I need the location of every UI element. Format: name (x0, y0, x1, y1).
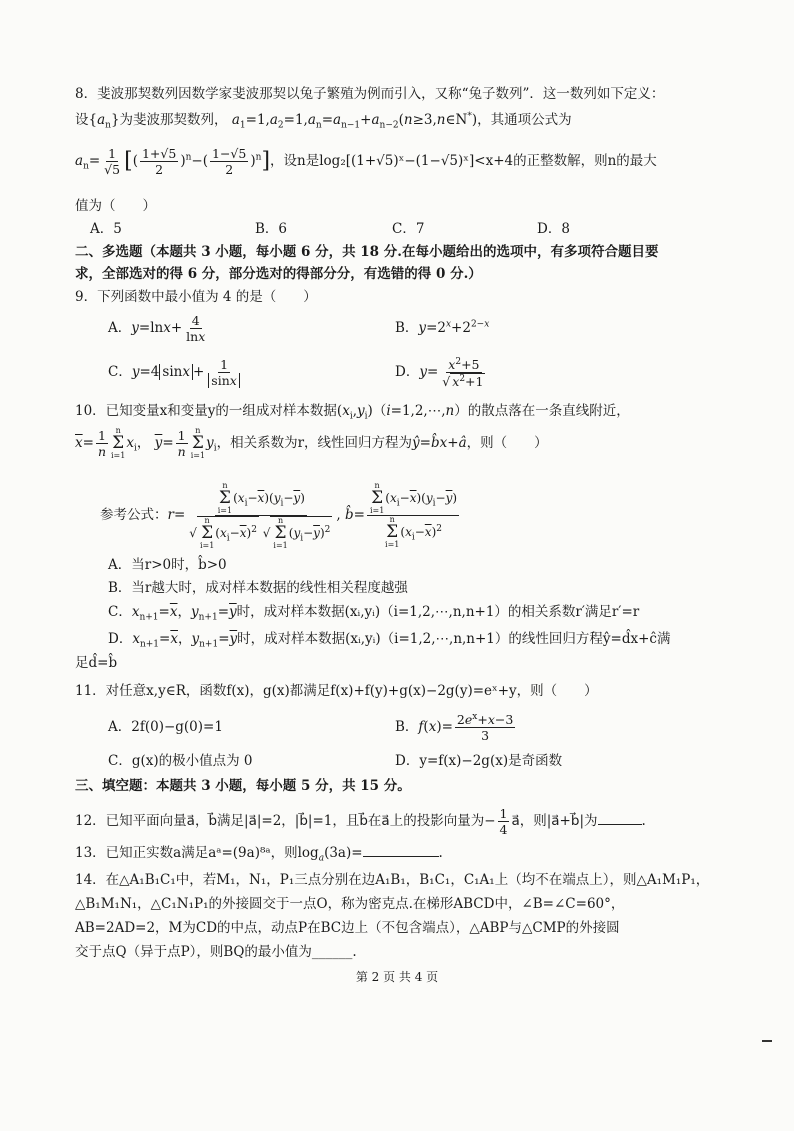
q8-line2: 设$\{a_n\}$为斐波那契数列， $a_1=1,a_2=1,a_n=a_{n-1}+a_{n-2}(n\ge 3,n\in N^*)$，其通项公式为 (75, 111, 572, 131)
q10-option-b: B．当r越大时，成对样本数据的线性相关程度越强 (108, 580, 408, 596)
q8-option-b: B．6 (255, 221, 288, 237)
q8-line1: 8．斐波那契数列因数学家斐波那契以兔子繁殖为例而引入，又称“兔子数列”．这一数列如下定义： (75, 86, 665, 102)
q14-line2: △B₁M₁N₁，△C₁N₁P₁的外接圆交于一点O，称为密克点.在梯形ABCD中，∠B=∠C=60°， (75, 896, 625, 912)
q9-option-d: D．y= $\frac{x^2+5}{√ x^2+1}$ (395, 356, 484, 389)
q8-option-d: D．8 (537, 221, 570, 237)
section2-line2: 求，全部选对的得 6 分，部分选对的得部分分，有选错的得 0 分.） (75, 266, 482, 282)
q10-option-d: D．$x_{n+1}=\overline{x}$，$y_{n+1}=\overline{y}$时，成对样本数据(xᵢ,yᵢ)（i=1,2,⋯,n,n+1）的线性回归方程ŷ=d̂x+ĉ满 (108, 631, 671, 650)
q10-reference-formula: 参考公式：r= n Σ i=1 $(x_i-\overline{x})(y_i-\overline{y})$ √ n Σ i=1 $(x_i-\overline{x})^2$ √ n Σ i=1 $(y_i-\overline{y})^2$ , b̂= n Σ i=1 $(x_i-\overline{x})(y_i-\overline{y})$ n Σ i=1 $(x_i-\overline{x})^2$ (100, 480, 458, 550)
page-number: 第 2 页 共 4 页 (355, 970, 439, 984)
q10-line2: $\overline{x}=$ $\frac{1}{n}$ n Σ i=1 $x_i$， $\overline{y}=$ $\frac{1}{n}$ n Σ i=1 $y_i$，相关系数为r，线性回归方程为ŷ=b̂x+â，则（ ） (75, 426, 548, 460)
q8-line3: $a_n=$ $\frac{1}{√5}$ [( $\frac{1+√5}{2}$ )$^n$−( $\frac{1-√5}{2}$ )$^n$]，设n是log₂[(1+√5)ˣ−(1−√5)ˣ]<x+4的正整数解，则n的最大 (75, 146, 657, 177)
q11-stem: 11．对任意x,y∈R，函数f(x)，g(x)都满足f(x)+f(y)+g(x)−2g(y)=eˣ+y，则（ ） (75, 683, 598, 699)
section3-title: 三、填空题：本题共 3 小题，每小题 5 分，共 15 分。 (75, 778, 411, 794)
q11-option-b: B．f(x)= $\frac{2e^x+x-3}{3}$ (395, 711, 514, 743)
q11-option-d: D．y=f(x)−2g(x)是奇函数 (395, 753, 563, 769)
q8-option-c: C．7 (392, 221, 425, 237)
q8-line4: 值为（ ） (75, 198, 156, 214)
q12: 12．已知平面向量a⃗，b⃗满足|a⃗|=2，|b⃗|=1，且b⃗在a⃗上的投影向量为− $\frac{1}{4}$ a⃗，则|a⃗+b⃗|为 . (75, 806, 646, 837)
q9-option-c: C．y=4 sinx + $\frac{1}{\sin x}$ (108, 356, 244, 388)
scan-mark (762, 1040, 772, 1042)
q14-line3: AB=2AD=2，M为CD的中点，动点P在BC边上（不包含端点），△ABP与△CMP的外接圆 (75, 920, 620, 936)
q11-option-c: C．g(x)的极小值点为 0 (108, 753, 253, 769)
q11-option-a: A．2f(0)−g(0)=1 (108, 719, 223, 735)
q9-option-a: A．y=lnx+ $\frac{4}{\ln x}$ (108, 313, 206, 344)
q8-option-a: A．5 (90, 221, 122, 237)
q14-line4: 交于点Q（异于点P），则BQ的最小值为______. (75, 944, 357, 960)
q14-line1: 14．在△A₁B₁C₁中，若M₁，N₁，P₁三点分别在边A₁B₁，B₁C₁，C₁A₁上（均不在端点上），则△A₁M₁P₁， (75, 872, 710, 888)
q9-stem: 9．下列函数中最小值为 4 的是（ ） (75, 289, 317, 305)
q10-option-a: A．当r>0时，b̂>0 (108, 557, 227, 573)
q10-line1: 10．已知变量x和变量y的一组成对样本数据$(x_i,y_i)(i=1,2,\cdots,n)$的散点落在一条直线附近， (75, 403, 630, 422)
q10-option-c: C．$x_{n+1}=\overline{x}$，$y_{n+1}=\overline{y}$时，成对样本数据(xᵢ,yᵢ)（i=1,2,⋯,n,n+1）的相关系数r′满足r′=r (108, 604, 640, 623)
q13: 13．已知正实数a满足aᵃ=(9a)⁸ᵃ，则$\log_a(3a)=$ . (75, 845, 443, 864)
section2-line1: 二、多选题（本题共 3 小题，每小题 6 分，共 18 分.在每小题给出的选项中，有多项符合题目要 (75, 244, 659, 260)
q10-option-d-cont: 足d̂=b̂ (75, 655, 118, 671)
q9-option-b: B．$y=2^x+2^{2-x}$ (395, 319, 490, 336)
